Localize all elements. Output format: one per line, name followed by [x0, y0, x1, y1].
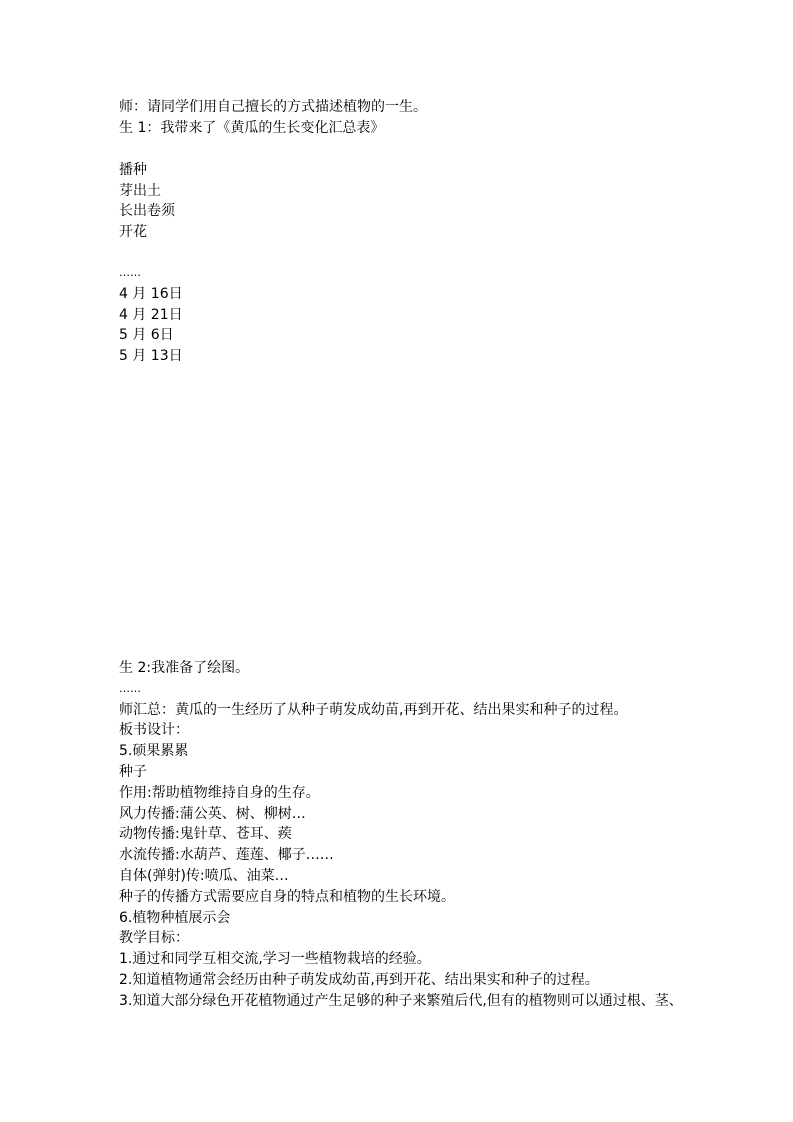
stage-item: 长出卷须 — [119, 203, 175, 219]
date-item: 4 月 21日 — [119, 307, 183, 323]
body-line: 种子的传播方式需要应自身的特点和植物的生长环境。 — [119, 889, 455, 905]
stage-item: 开花 — [119, 224, 147, 240]
body-line: 种子 — [119, 764, 147, 780]
objective-item: 3.知道大部分绿色开花植物通过产生足够的种子来繁殖后代,但有的植物则可以通过根、茎、 — [119, 993, 683, 1009]
ellipsis: …… — [119, 682, 141, 695]
student-2-statement: 生 2:我准备了绘图。 — [119, 660, 250, 676]
stage-item: 芽出土 — [119, 183, 161, 199]
date-item: 4 月 16日 — [119, 286, 183, 302]
stage-item: 播种 — [119, 162, 147, 178]
objective-item: 1.通过和同学互相交流,学习一些植物栽培的经验。 — [119, 951, 431, 967]
section-title: 6.植物种植展示会 — [119, 910, 231, 926]
student-1-statement: 生 1：我带来了《黄瓜的生长变化汇总表》 — [119, 120, 385, 136]
objective-item: 2.知道植物通常会经历由种子萌发成幼苗,再到开花、结出果实和种子的过程。 — [119, 972, 599, 988]
date-item: 5 月 13日 — [119, 348, 183, 364]
section-title: 5.硕果累累 — [119, 743, 189, 759]
body-line: 风力传播:蒲公英、树、柳树… — [119, 806, 306, 822]
body-line: 教学目标： — [119, 930, 189, 946]
body-line: 动物传播:鬼针草、苍耳、蒺 — [119, 826, 292, 842]
board-design-heading: 板书设计： — [119, 722, 189, 738]
date-item: 5 月 6日 — [119, 327, 174, 343]
teacher-summary: 师汇总：黄瓜的一生经历了从种子萌发成幼苗,再到开花、结出果实和种子的过程。 — [119, 702, 628, 718]
teacher-prompt: 师：请同学们用自己擅长的方式描述植物的一生。 — [119, 99, 427, 115]
body-line: 自体(弹射)传:喷瓜、油菜… — [119, 868, 289, 884]
body-line: 水流传播:水葫芦、莲莲、椰子…… — [119, 847, 334, 863]
ellipsis: …… — [119, 266, 141, 279]
body-line: 作用:帮助植物维持自身的生存。 — [119, 785, 320, 801]
